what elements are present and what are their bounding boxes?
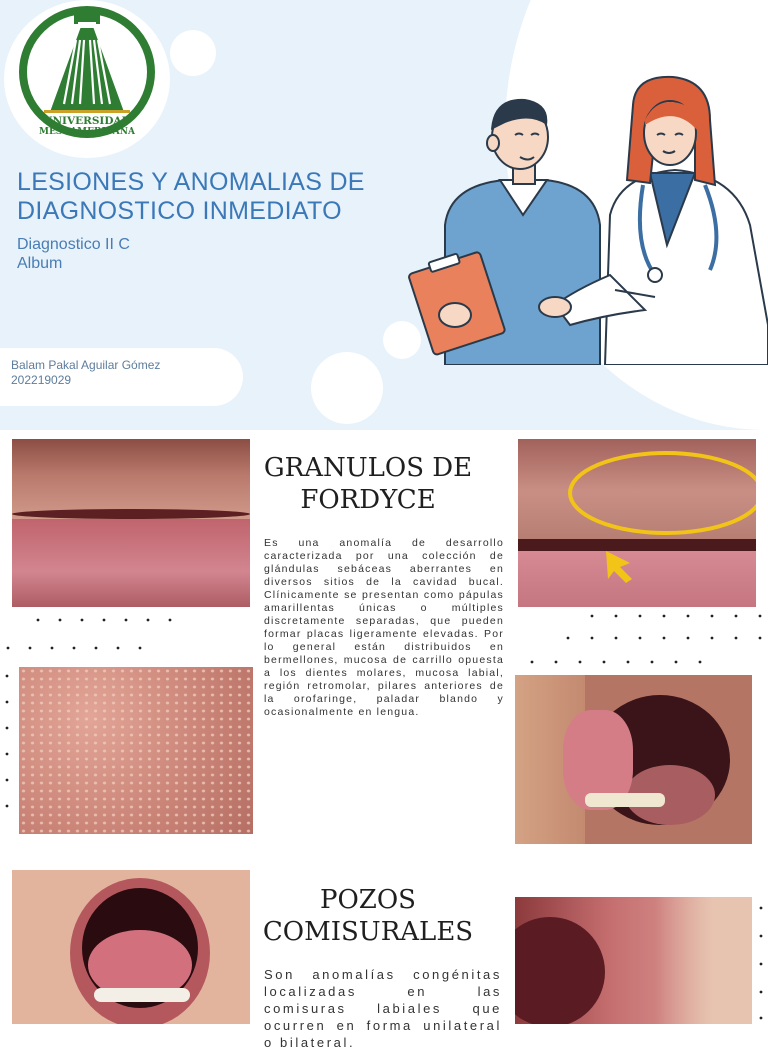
- svg-text:UNIVERSIDAD: UNIVERSIDAD: [43, 115, 131, 127]
- svg-text:MESOAMERICANA: MESOAMERICANA: [38, 127, 136, 137]
- logo-badge: [4, 0, 170, 158]
- course-name: Diagnostico II C: [17, 236, 130, 253]
- highlight-marker: [518, 439, 756, 607]
- hero-banner: [0, 0, 768, 430]
- photo-mouth-retractor: [515, 675, 752, 844]
- photo-lip-highlighted: [518, 439, 756, 607]
- section-body-pozos: Son anomalías congénitas localizadas en las comisuras labiales que ocurren en forma unilateral o bilateral.: [264, 967, 502, 1050]
- photo-lips-fordyce: [12, 439, 250, 607]
- dot-pattern: [754, 900, 768, 1024]
- university-logo: [4, 0, 170, 158]
- author-block: [11, 358, 160, 388]
- author-name: Balam Pakal Aguilar Gómez: [11, 358, 161, 372]
- section-title-pozos: POZOS COMISURALES: [262, 885, 474, 947]
- doctors-illustration: [405, 75, 768, 365]
- page-title: LESIONES Y ANOMALIAS DE DIAGNOSTICO INMEDIATO: [17, 168, 365, 225]
- author-id: 202219029: [11, 373, 72, 387]
- section-title-fordyce: GRANULOS DE FORDYCE: [263, 453, 473, 515]
- dot-pattern: [520, 608, 768, 668]
- photo-commissure: [515, 897, 752, 1024]
- decor-circle-small: [170, 30, 216, 76]
- dot-pattern: [0, 668, 14, 828]
- photo-mucosa-fordyce: [19, 667, 253, 834]
- document-type: Album: [17, 255, 63, 272]
- decor-circle-medium: [311, 352, 383, 424]
- page-subtitle: [17, 235, 130, 273]
- dot-pattern: [0, 612, 190, 656]
- section-body-fordyce: Es una anomalía de desarrollo caracterizada por una colección de glándulas sebáceas aberrantes en diversos sitios de la cavidad bucal. Clínicamente se presentan como pápulas amarillentas únicas o múltiples discretamente separadas, que pueden formar placas ligeramente elevadas. Por lo general están distribuidos en bermellones, mucosa de carrillo opuesta a los dientes molares, mucosa labial, región retromolar, pilares anteriores de la orofaringe, paladar blando y ocasionalmente en lengua.: [264, 537, 504, 718]
- photo-open-mouth: [12, 870, 250, 1024]
